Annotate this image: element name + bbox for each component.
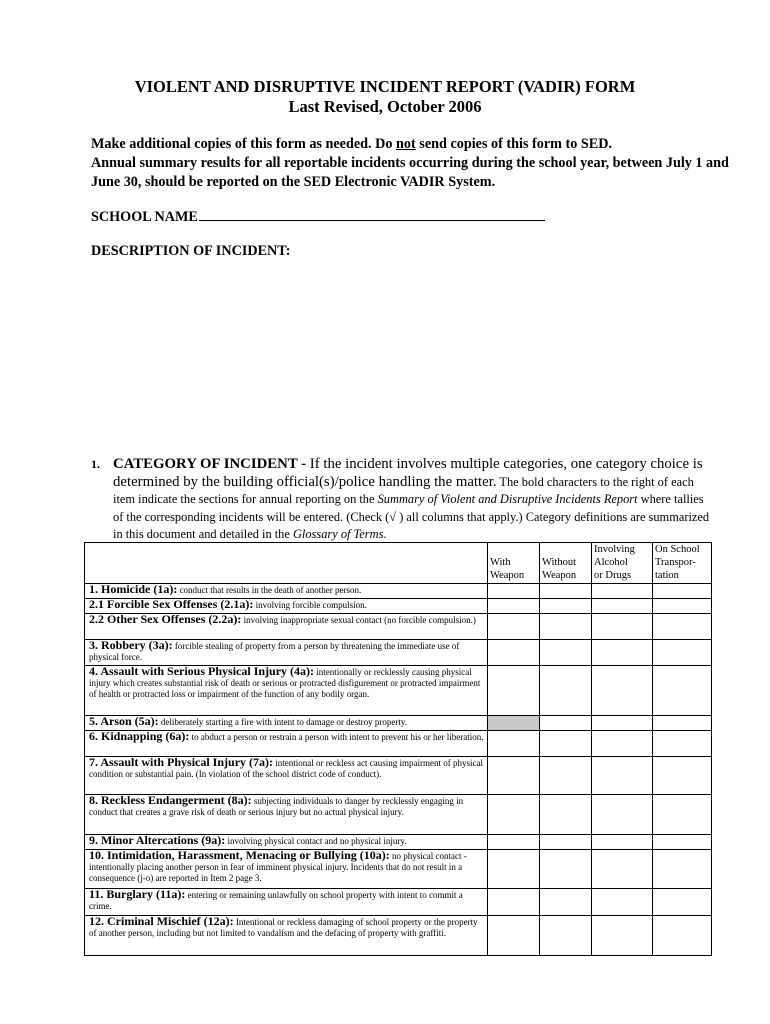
checkbox-with-weapon[interactable] [488,614,540,640]
checkbox-transportation[interactable] [653,599,712,614]
section-glossary: Glossary of Terms [292,527,384,541]
incident-description [85,889,488,916]
checkbox-without-weapon[interactable] [540,835,592,850]
checkbox-with-weapon-disabled [488,716,540,731]
checkbox-alcohol-drugs[interactable] [592,850,653,889]
incident-title: 2.1 Forcible Sex Offenses (2.1a): [89,597,254,611]
checkbox-alcohol-drugs[interactable] [592,599,653,614]
incident-description [85,666,488,716]
intro-line1-not: not [396,136,416,152]
section-heading: CATEGORY OF INCIDENT - [113,456,310,472]
table-row [85,731,712,757]
header-text: Weapon [490,570,525,581]
table-row [85,757,712,795]
incident-description [85,757,488,795]
incident-title: 4. Assault with Serious Physical Injury (4a): [89,664,315,678]
checkbox-transportation[interactable] [653,916,712,956]
category-section [91,456,711,544]
table-row [85,614,712,640]
checkbox-alcohol-drugs[interactable] [592,795,653,835]
checkbox-alcohol-drugs[interactable] [592,666,653,716]
incident-definition: involving physical contact and no physical injury. [225,836,407,846]
checkbox-with-weapon[interactable] [488,795,540,835]
checkbox-alcohol-drugs[interactable] [592,889,653,916]
checkbox-alcohol-drugs[interactable] [592,731,653,757]
checkbox-without-weapon[interactable] [540,716,592,731]
checkbox-alcohol-drugs[interactable] [592,757,653,795]
header-text: Weapon [542,570,577,581]
checkbox-without-weapon[interactable] [540,584,592,599]
incident-definition: involving forcible compulsion. [253,600,367,610]
checkbox-alcohol-drugs[interactable] [592,640,653,666]
table-header-row [85,543,712,584]
checkbox-with-weapon[interactable] [488,835,540,850]
checkbox-alcohol-drugs[interactable] [592,835,653,850]
checkbox-with-weapon[interactable] [488,666,540,716]
incident-title: 11. Burglary (11a): [89,887,186,901]
incident-definition: entering or remaining unlawfully on school property with intent to commit a crime. [89,890,463,911]
checkbox-alcohol-drugs[interactable] [592,716,653,731]
checkbox-without-weapon[interactable] [540,731,592,757]
checkbox-with-weapon[interactable] [488,916,540,956]
header-school-transportation [653,543,712,584]
header-with-weapon [488,543,540,584]
checkbox-without-weapon[interactable] [540,889,592,916]
incident-definition: forcible stealing of property from a person by threatening the immediate use of physical force. [89,641,460,662]
form-title: VIOLENT AND DISRUPTIVE INCIDENT REPORT (VADIR) FORM [134,77,636,96]
checkbox-without-weapon[interactable] [540,599,592,614]
incident-title: 2.2 Other Sex Offenses (2.2a): [89,612,242,626]
intro-line1-b: send copies of this form to SED. [415,136,613,152]
incident-description [85,795,488,835]
incident-description [85,731,488,757]
table-row [85,666,712,716]
incident-definition: Intentional or reckless damaging of school property or the property of another person, including but not limited to vandalism and the defacing of property with graffiti. [89,917,478,938]
section-text1: If the incident involves multiple categories, one category choice is determined by the building official(s)/police handling the matter. [113,456,703,490]
incident-table [84,542,712,956]
checkbox-transportation[interactable] [653,850,712,889]
checkbox-without-weapon[interactable] [540,850,592,889]
checkbox-transportation[interactable] [653,795,712,835]
checkbox-with-weapon[interactable] [488,599,540,614]
checkbox-alcohol-drugs[interactable] [592,916,653,956]
table-row [85,640,712,666]
checkbox-with-weapon[interactable] [488,640,540,666]
section-report-name: Summary of Violent and Disruptive Incidents Report [377,492,638,506]
section-text3: where tallies of the corresponding incidents will be entered. (Check (√ ) all columns that apply.) Category definitions are summarized in this document and detailed in the [113,492,710,541]
header-text: tation [655,570,679,581]
section-text2: The bold characters to the right of each item indicate the sections for annual reporting on the [113,474,694,506]
checkbox-alcohol-drugs[interactable] [592,614,653,640]
table-row [85,916,712,956]
checkbox-transportation[interactable] [653,614,712,640]
incident-title: 3. Robbery (3a): [89,638,173,652]
checkbox-without-weapon[interactable] [540,916,592,956]
header-without-weapon [540,543,592,584]
checkbox-with-weapon[interactable] [488,889,540,916]
incident-title: 10. Intimidation, Harassment, Menacing or Bullying (10a): [89,848,390,862]
checkbox-without-weapon[interactable] [540,666,592,716]
incident-title: 8. Reckless Endangerment (8a): [89,793,252,807]
school-name-field[interactable] [199,206,545,221]
incident-definition: no physical contact - intentionally placing another person in fear of imminent physical injury. Incidents that do not result in a consequence (j-o) are reported in Item 2 page 3. [89,851,467,883]
header-text: Transpor- [655,557,696,568]
incident-description [85,640,488,666]
header-text: Alcohol [594,557,628,568]
header-text: With [490,557,511,568]
incident-definition: intentionally or recklessly causing physical injury which creates substantial risk of death or serious or protracted disfigurement or protracted impairment of health or protracted loss or impairment of the function of any bodily organ. [89,667,481,699]
table-row [85,889,712,916]
table-row [85,850,712,889]
header-text: On School [655,544,700,555]
incident-title: 1. Homicide (1a): [89,582,178,596]
checkbox-transportation[interactable] [653,757,712,795]
incident-description [85,614,488,640]
checkbox-with-weapon[interactable] [488,757,540,795]
incident-definition: involving inappropriate sexual contact (no forcible compulsion.) [241,615,476,625]
incident-title: 5. Arson (5a): [89,714,159,728]
header-alcohol-drugs [592,543,653,584]
checkbox-with-weapon[interactable] [488,850,540,889]
checkbox-transportation[interactable] [653,731,712,757]
incident-title: 12. Criminal Mischief (12a): [89,914,234,928]
incident-definition: intentional or reckless act causing impairment of physical condition or substantial pain. (In violation of the school district code of conduct). [89,758,483,779]
incident-description [85,916,488,956]
checkbox-transportation[interactable] [653,666,712,716]
description-label: DESCRIPTION OF INCIDENT: [91,243,291,259]
form-subtitle: Last Revised, October 2006 [288,97,482,116]
table-row [85,795,712,835]
header-text: Without [542,557,576,568]
section-text3-end: . [383,527,387,541]
incident-definition: subjecting individuals to danger by recklessly engaging in conduct that creates a grave risk of death or serious injury but no actual physical injury. [89,796,464,817]
intro-instructions [91,135,731,192]
incident-definition: deliberately starting a fire with intent to damage or destroy property. [158,717,408,727]
checkbox-transportation[interactable] [653,889,712,916]
section-number: 1. [91,457,100,471]
checkbox-without-weapon[interactable] [540,757,592,795]
incident-description [85,850,488,889]
intro-line1-a: Make additional copies of this form as needed. Do [91,136,397,152]
header-blank [85,543,488,584]
checkbox-without-weapon[interactable] [540,614,592,640]
checkbox-with-weapon[interactable] [488,731,540,757]
checkbox-with-weapon[interactable] [488,584,540,599]
checkbox-without-weapon[interactable] [540,640,592,666]
intro-line2: Annual summary results for all reportable incidents occurring during the school year, between July 1 and June 30, should be reported on the SED Electronic VADIR System. [91,155,729,190]
checkbox-transportation[interactable] [653,640,712,666]
incident-definition: to abduct a person or restrain a person with intent to prevent his or her liberation. [189,732,484,742]
school-name-row [91,206,545,226]
checkbox-without-weapon[interactable] [540,795,592,835]
header-text: Involving [594,544,635,555]
incident-definition: conduct that results in the death of another person. [177,585,362,595]
header-text: or Drugs [594,570,632,581]
school-name-label: SCHOOL NAME [91,209,198,225]
checkbox-transportation[interactable] [653,716,712,731]
incident-title: 6. Kidnapping (6a): [89,729,190,743]
checkbox-alcohol-drugs[interactable] [592,584,653,599]
incident-title: 9. Minor Altercations (9a): [89,833,226,847]
incident-title: 7. Assault with Physical Injury (7a): [89,755,274,769]
checkbox-transportation[interactable] [653,584,712,599]
checkbox-transportation[interactable] [653,835,712,850]
